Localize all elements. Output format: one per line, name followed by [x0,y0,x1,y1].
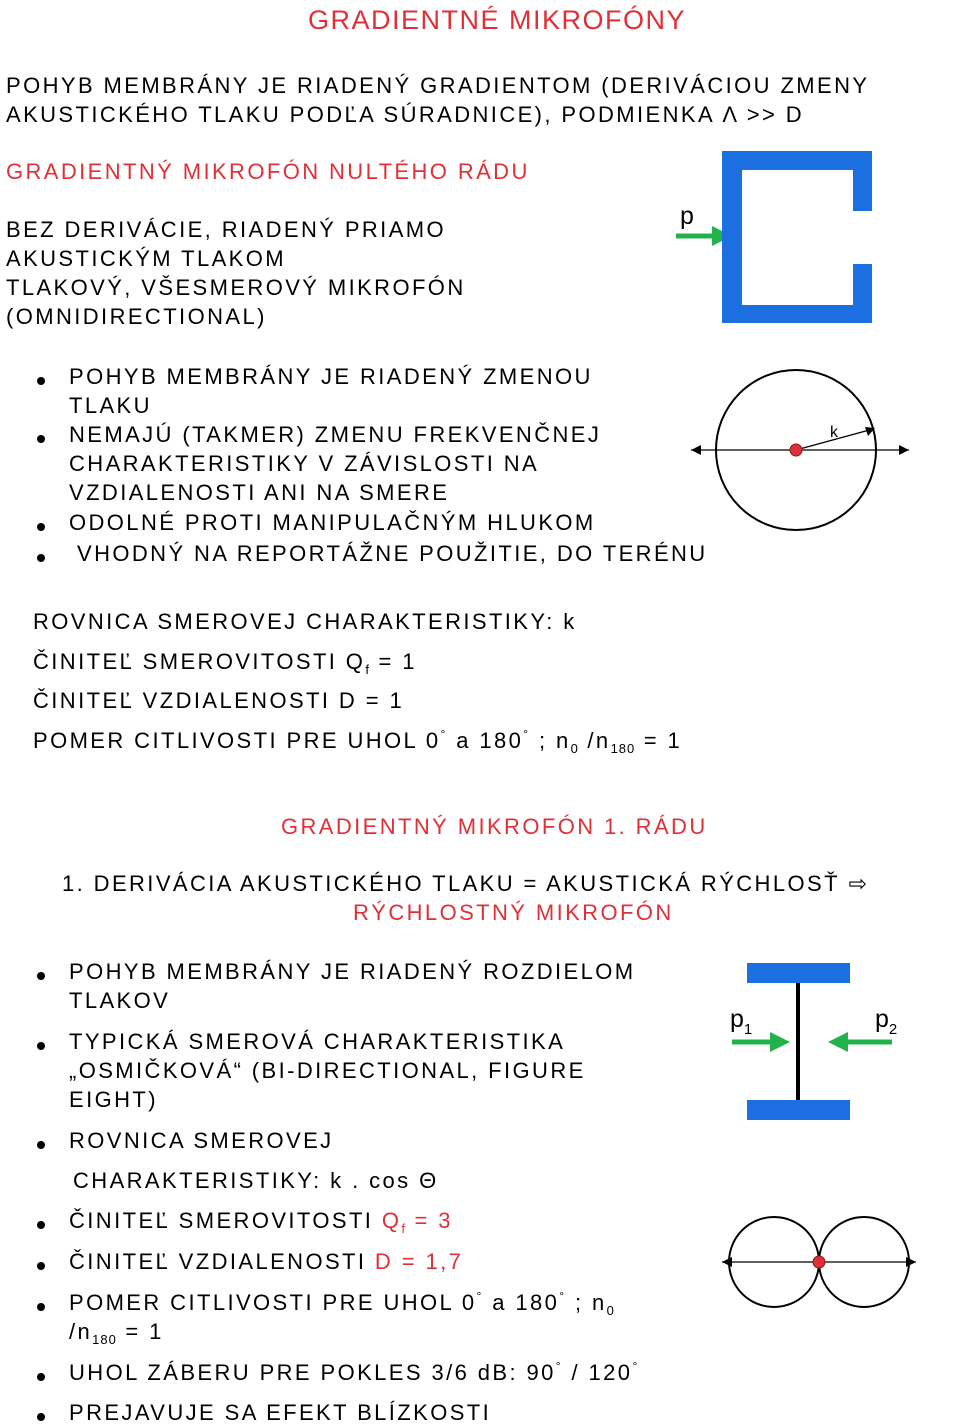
zero-distance: ČINITEĽ VZDIALENOSTI D = 1 [33,688,405,713]
figure-eight-left-arrow-icon [722,1257,732,1267]
zero-bullet-1-line-1: POHYB MEMBRÁNY JE RIADENÝ ZMENOU [69,364,593,389]
first-directivity-value: = 3 [405,1208,453,1233]
first-bullet-4 [69,1206,453,1238]
first-distance-value: D = 1,7 [374,1249,464,1274]
zero-order-desc-4: (OMNIDIRECTIONAL) [6,304,267,329]
zero-order-desc-1: BEZ DERIVÁCIE, RIADENÝ PRIAMO [6,217,447,242]
zero-order-desc-2: AKUSTICKÝM TLAKOM [6,246,286,271]
zero-ratio-n: ; n [530,728,571,753]
figure-eight-center-dot [813,1256,825,1268]
first-bullet-3-line-1: ROVNICA SMEROVEJ [69,1128,334,1153]
first-ratio-deg-2: ° [559,1289,567,1303]
velocity-membrane [796,983,800,1100]
zero-bullet-3-dot [37,523,45,531]
intro-line-2: AKUSTICKÉHO TLAKU PODĽA SÚRADNICE), PODMIENKA Λ >> D [6,102,805,127]
pressure-microphone-diagram [670,148,880,328]
p2-arrow-head [828,1032,848,1052]
first-bullet-1-line-2: TLAKOV [69,988,171,1013]
first-bullet-7 [69,1358,640,1391]
first-ratio-a: a 180 [483,1290,560,1315]
zero-directivity-label: ČINITEĽ SMEROVITOSTI Q [33,649,366,674]
zero-ratio-sub180: 180 [610,741,636,756]
zero-bullet-3-line-1: ODOLNÉ PROTI MANIPULAČNÝM HLUKOM [69,510,596,535]
zero-ratio-a: a 180 [447,728,524,753]
first-ratio-sub180: 180 [92,1332,117,1347]
first-angle-deg-1: ° [555,1359,563,1373]
omni-center-dot [790,444,802,456]
zero-bullet-1-dot [37,377,45,385]
velocity-top-plate [747,963,850,983]
first-bullet-3-line-2: CHARAKTERISTIKY: k . cos Θ [73,1168,439,1193]
zero-ratio-deg-2: ° [523,727,531,741]
first-angle-mid: / 120 [562,1360,633,1385]
membrane-gap [853,211,872,258]
omni-k-label: k [830,424,838,441]
first-angle-prefix: UHOL ZÁBERU PRE POKLES 3/6 dB: 90 [69,1360,556,1385]
zero-bullet-4-line-1: VHODNÝ NA REPORTÁŽNE POUŽITIE, DO TERÉNU [77,541,708,566]
zero-bullet-4-dot [37,554,45,562]
first-ratio-deg-1: ° [476,1289,484,1303]
zero-ratio-deg-1: ° [440,727,448,741]
first-directivity-q: Q [381,1208,402,1233]
first-bullet-4-dot [37,1221,45,1229]
implies-arrow-icon: ⇨ [848,871,867,896]
first-bullet-6-dot [37,1303,45,1311]
membrane-line [853,258,872,262]
first-directivity-sub: f [401,1221,406,1236]
first-bullet-1-dot [37,972,45,980]
intro-line-1: POHYB MEMBRÁNY JE RIADENÝ GRADIENTOM (DERIVÁCIOU ZMENY [6,73,870,98]
first-angle-deg-2: ° [632,1359,640,1373]
velocity-bottom-plate [747,1100,850,1120]
first-ratio-prefix: POMER CITLIVOSTI PRE UHOL 0 [69,1290,477,1315]
zero-directivity-value: = 1 [369,649,417,674]
zero-bullet-2-line-1: NEMAJÚ (TAKMER) ZMENU FREKVENČNEJ [69,422,602,447]
zero-ratio-slash: /n [578,728,611,753]
first-bullet-2-line-2: „OSMIČKOVÁ“ (BI-DIRECTIONAL, FIGURE [69,1058,586,1083]
velocity-microphone-diagram [720,960,920,1125]
zero-bullet-2-line-3: VZDIALENOSTI ANI NA SMERE [69,480,450,505]
zero-order-heading: GRADIENTNÝ MIKROFÓN NULTÉHO RÁDU [6,159,530,184]
first-ratio-sub0: 0 [606,1303,615,1318]
first-order-derivation [62,869,867,898]
pressure-label: p [680,202,694,230]
zero-bullet-2-dot [37,435,45,443]
first-ratio-n: ; n [566,1290,607,1315]
first-bullet-5 [69,1247,463,1276]
figure-eight-polar-diagram [718,1212,918,1312]
first-bullet-2-dot [37,1042,45,1050]
first-bullet-5-dot [37,1262,45,1270]
first-order-heading: GRADIENTNÝ MIKROFÓN 1. RÁDU [281,814,708,839]
zero-directivity [33,647,417,679]
omnidirectional-polar-diagram [685,365,915,535]
first-bullet-7-dot [37,1373,45,1381]
derivation-text: 1. DERIVÁCIA AKUSTICKÉHO TLAKU = AKUSTICKÁ RÝCHLOSŤ [62,871,840,896]
first-order-type: RÝCHLOSTNÝ MIKROFÓN [353,900,674,925]
p2-label: $p_2$ [875,1005,898,1038]
omni-axis-left-arrow-icon [691,445,701,455]
first-directivity-label: ČINITEĽ SMEROVITOSTI [69,1208,382,1233]
zero-directivity-sub: f [365,662,370,677]
zero-ratio-sub0: 0 [570,741,579,756]
zero-ratio-value: = 1 [635,728,683,753]
first-bullet-2-line-1: TYPICKÁ SMEROVÁ CHARAKTERISTIKA [69,1029,566,1054]
zero-bullet-2-line-2: CHARAKTERISTIKY V ZÁVISLOSTI NA [69,451,540,476]
p1-label: $p_1$ [730,1005,753,1038]
first-distance-label: ČINITEĽ VZDIALENOSTI [69,1249,375,1274]
zero-equation: ROVNICA SMEROVEJ CHARAKTERISTIKY: k [33,609,577,634]
zero-ratio-prefix: POMER CITLIVOSTI PRE UHOL 0 [33,728,441,753]
first-bullet-8: PREJAVUJE SA EFEKT BLÍZKOSTI [69,1400,492,1425]
zero-ratio [33,726,682,759]
first-bullet-6-line-2 [69,1317,164,1349]
first-ratio-value: = 1 [116,1319,164,1344]
p1-arrow-head [770,1032,790,1052]
omni-axis-right-arrow-icon [899,445,909,455]
first-bullet-3-dot [37,1141,45,1149]
first-bullet-1-line-1: POHYB MEMBRÁNY JE RIADENÝ ROZDIELOM [69,959,636,984]
capsule-body [722,151,872,323]
first-bullet-8-dot [37,1413,45,1421]
first-bullet-2-line-3: EIGHT) [69,1087,158,1112]
first-ratio-slash: /n [69,1319,93,1344]
zero-order-desc-3: TLAKOVÝ, VŠESMEROVÝ MIKROFÓN [6,275,466,300]
page-title: GRADIENTNÉ MIKROFÓNY [308,5,687,35]
zero-bullet-1-line-2: TLAKU [69,393,152,418]
figure-eight-right-arrow-icon [906,1257,916,1267]
